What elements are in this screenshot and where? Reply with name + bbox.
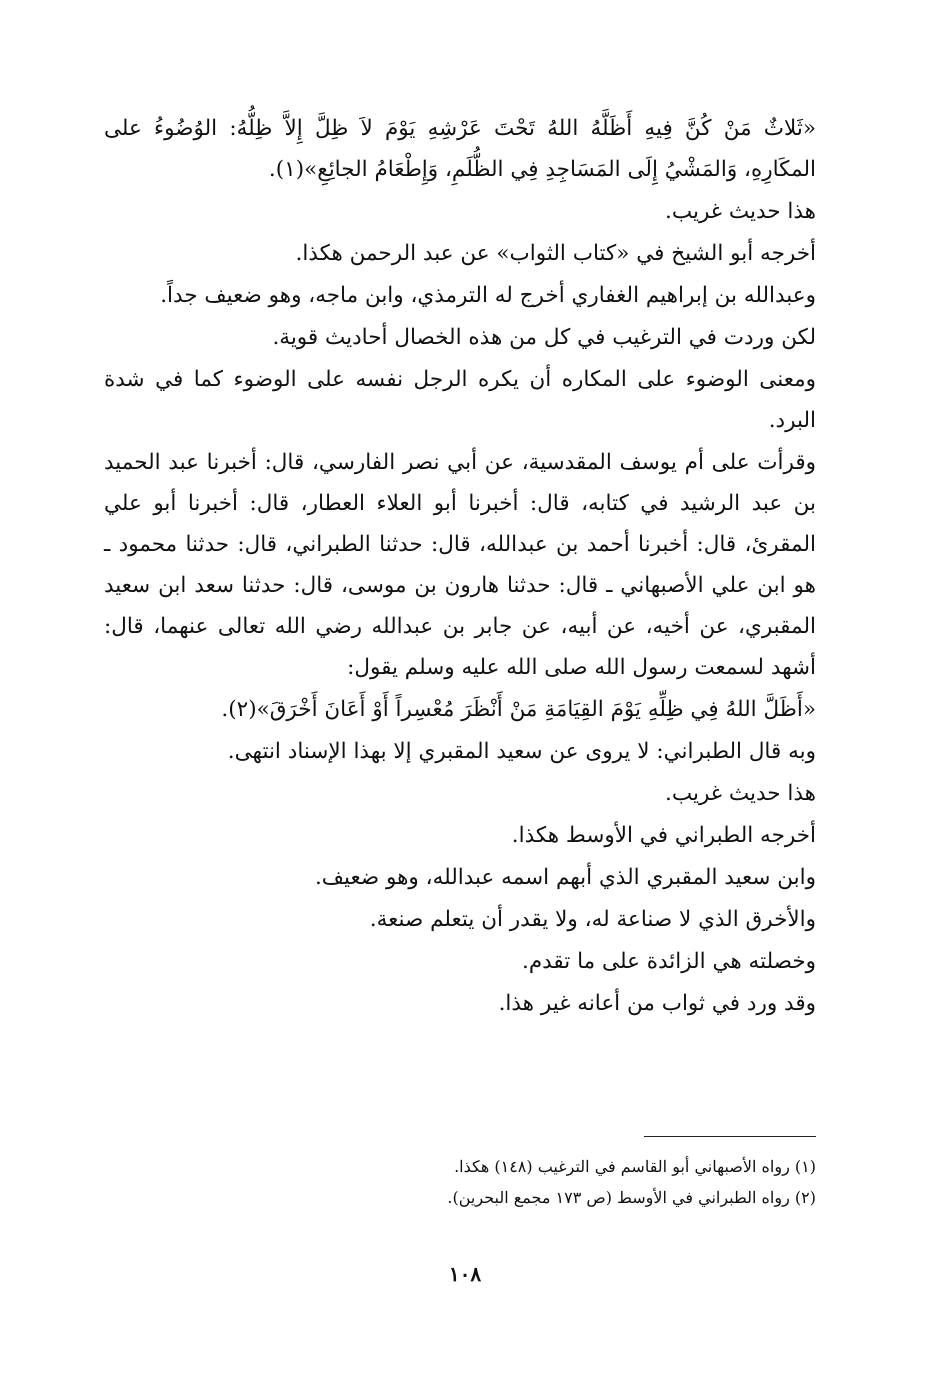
footnote-2: (٢) رواه الطبراني في الأوسط (ص ١٧٣ مجمع البحرين).: [447, 1188, 816, 1207]
hadith-shade: «أَظَلَّ اللهُ فِي ظِلِّهِ يَوْمَ القِيَامَةِ مَنْ أَنْظَرَ مُعْسِراً أَوْ أَعَانَ أَخْرَقَ»(٢).: [221, 697, 816, 722]
footnote-list: [104, 1151, 816, 1213]
commentary-paragraph: ومعنى الوضوء على المكاره أن يكره الرجل نفسه على الوضوء كما في شدة البرد.: [104, 367, 816, 433]
footnotes: [104, 1136, 816, 1213]
hadith-three-deeds: «ثَلاثٌ مَنْ كُنَّ فِيهِ أَظَلَّهُ اللهُ تَحْتَ عَرْشِهِ يَوْمَ لاَ ظِلَّ إِلاَّ ظِلُّهُ: الوُضُوءُ على المكَارِهِ، وَالمَشْيُ إِلَى المَسَاجِدِ فِي الظُّلَمِ، وَإِطْعَامُ الجائِعِ»(١).: [104, 116, 816, 182]
source-note: أخرجه الطبراني في الأوسط هكذا.: [511, 823, 816, 848]
commentary-paragraph: وخصلته هي الزائدة على ما تقدم.: [522, 949, 816, 974]
definition-note: والأخرق الذي لا صناعة له، ولا يقدر أن يتعلم صنعة.: [369, 907, 816, 932]
narrator-note: وعبدالله بن إبراهيم الغفاري أخرج له الترمذي، وابن ماجه، وهو ضعيف جداً.: [160, 283, 816, 308]
commentary-paragraph: وبه قال الطبراني: لا يروى عن سعيد المقبري إلا بهذا الإسناد انتهى.: [227, 739, 816, 764]
isnad-paragraph: وقرأت على أم يوسف المقدسية، عن أبي نصر الفارسي، قال: أخبرنا عبد الحميد بن عبد الرشيد في كتابه، قال: أخبرنا أبو العلاء العطار، قال: أخبرنا أبو علي المقرئ، قال: أخبرنا أحمد بن عبدالله، قال: حدثنا الطبراني، قال: حدثنا محمود ـ هو ابن علي الأصبهاني ـ قال: حدثنا هارون بن موسى، قال: حدثنا سعد ابن سعيد المقبري، عن أخيه، عن أبيه، عن جابر بن عبدالله رضي الله تعالى عنهما، قال: أشهد لسمعت رسول الله صلى الله عليه وسلم يقول:: [104, 450, 816, 680]
commentary-paragraph: لكن وردت في الترغيب في كل من هذه الخصال أحاديث قوية.: [272, 325, 816, 350]
source-note: أخرجه أبو الشيخ في «كتاب الثواب» عن عبد الرحمن هكذا.: [295, 241, 816, 266]
narrator-note: وابن سعيد المقبري الذي أبهم اسمه عبدالله، وهو ضعيف.: [314, 865, 816, 890]
page-body: [104, 108, 816, 1024]
grading-note: هذا حديث غريب.: [665, 199, 816, 224]
grading-note: هذا حديث غريب.: [665, 781, 816, 806]
footnote-1: (١) رواه الأصبهاني أبو القاسم في الترغيب (١٤٨) هكذا.: [454, 1157, 816, 1176]
page-number: ١٠٨: [448, 1262, 482, 1286]
commentary-paragraph: وقد ورد في ثواب من أعانه غير هذا.: [498, 991, 816, 1016]
footnote-divider: [644, 1136, 816, 1137]
